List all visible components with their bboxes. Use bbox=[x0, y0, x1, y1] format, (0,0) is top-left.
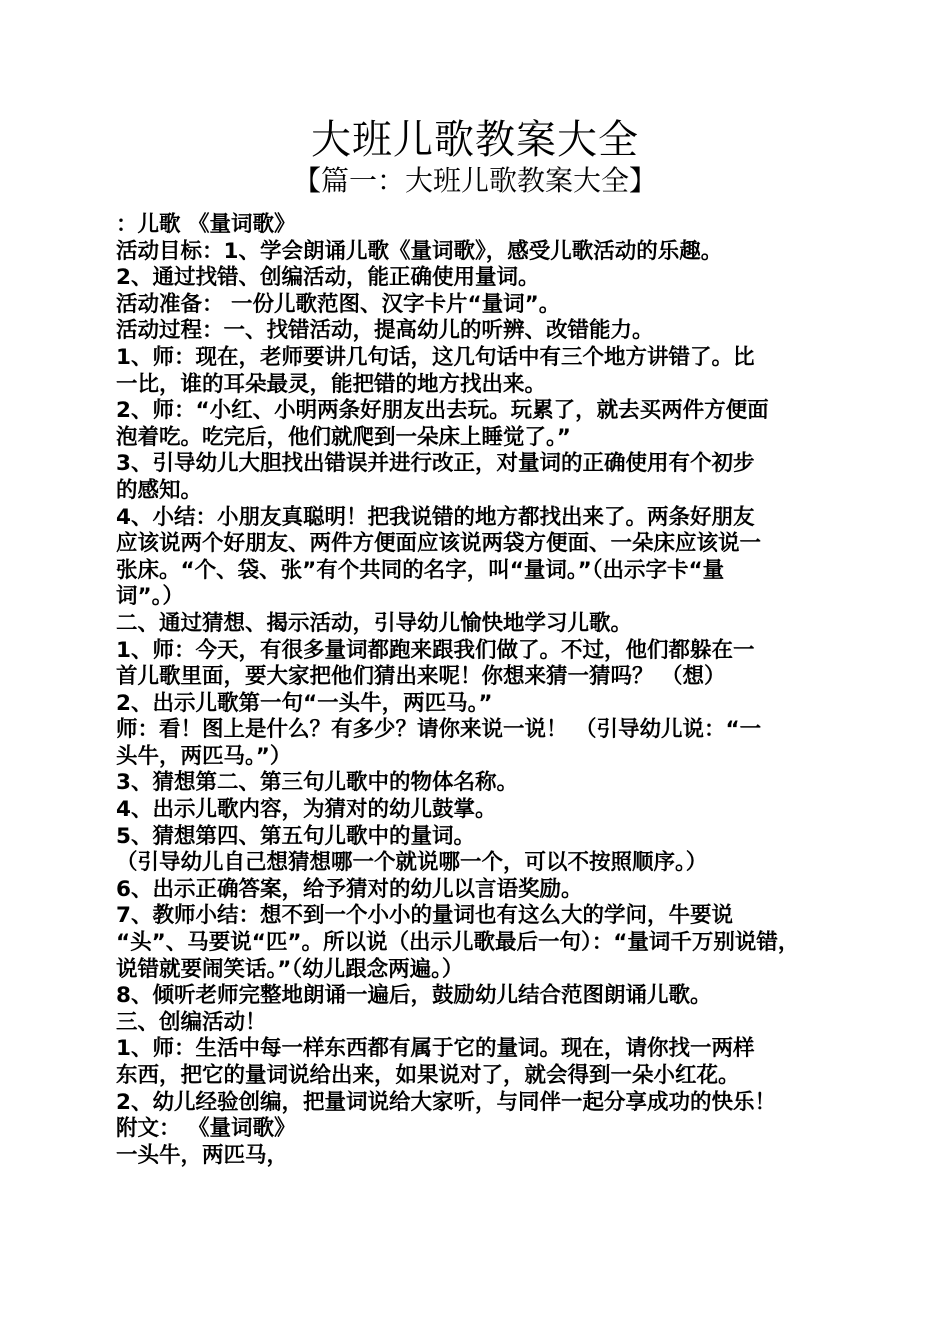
text-line: 8、倾听老师完整地朗诵一遍后，鼓励幼儿结合范图朗诵儿歌。 bbox=[116, 983, 712, 1009]
text-line: 首儿歌里面，要大家把他们猜出来呢！你想来猜一猜吗？ （想） bbox=[116, 664, 726, 690]
text-line: 说错就要闹笑话。”（幼儿跟念两遍。） bbox=[116, 956, 464, 982]
text-line: 活动目标：1、学会朗诵儿歌《量词歌》，感受儿歌活动的乐趣。 bbox=[116, 238, 723, 264]
document-subtitle: 【篇一：大班儿歌教案大全】 bbox=[292, 164, 657, 197]
text-line: 1、师：今天，有很多量词都跑来跟我们做了。不过，他们都躲在一 bbox=[116, 637, 755, 663]
text-line: “头”、马要说“匹”。所以说（出示儿歌最后一句）：“量词千万别说错， bbox=[116, 930, 800, 956]
text-line: 3、猜想第二、第三句儿歌中的物体名称。 bbox=[116, 770, 518, 796]
text-line: 2、幼儿经验创编，把量词说给大家听，与同伴一起分享成功的快乐！ bbox=[116, 1089, 776, 1115]
text-line: 活动准备： 一份儿歌范图、汉字卡片“量词”。 bbox=[116, 291, 561, 317]
text-line: 4、出示儿歌内容，为猜对的幼儿鼓掌。 bbox=[116, 797, 497, 823]
text-line: 一头牛，两匹马， bbox=[116, 1142, 289, 1168]
text-line: 1、师：现在，老师要讲几句话，这几句话中有三个地方讲错了。比 bbox=[116, 344, 755, 370]
text-line: 头牛，两匹马。”） bbox=[116, 743, 292, 769]
text-line: 1、师：生活中每一样东西都有属于它的量词。现在，请你找一两样 bbox=[116, 1036, 755, 1062]
text-line: 5、猜想第四、第五句儿歌中的量词。 bbox=[116, 823, 475, 849]
text-line: 二、通过猜想、揭示活动，引导幼儿愉快地学习儿歌。 bbox=[116, 610, 633, 636]
text-line: 东西，把它的量词说给出来，如果说对了，就会得到一朵小红花。 bbox=[116, 1063, 740, 1088]
text-line: 活动过程：一、找错活动，提高幼儿的听辨、改错能力。 bbox=[116, 318, 654, 344]
document-title: 大班儿歌教案大全 bbox=[311, 117, 639, 163]
text-line: 2、通过找错、创编活动，能正确使用量词。 bbox=[116, 265, 540, 291]
text-line: 6、出示正确答案，给予猜对的幼儿以言语奖励。 bbox=[116, 876, 583, 902]
text-line: 泡着吃。吃完后，他们就爬到一朵床上睡觉了。” bbox=[116, 424, 571, 450]
text-line: 三、创编活动！ bbox=[116, 1009, 267, 1035]
text-line: 词”。） bbox=[116, 584, 184, 610]
text-line: 一比，谁的耳朵最灵，能把错的地方找出来。 bbox=[116, 371, 547, 397]
text-line: ：儿歌 《量词歌》 bbox=[116, 212, 296, 237]
text-line: 的感知。 bbox=[116, 477, 203, 503]
text-line: 3、引导幼儿大胆找出错误并进行改正，对量词的正确使用有个初步 bbox=[116, 451, 755, 477]
text-line: （引导幼儿自己想猜想哪一个就说哪一个，可以不按照顺序。） bbox=[116, 850, 708, 876]
text-line: 师：看！图上是什么？有多少？请你来说一说！ （引导幼儿说：“一 bbox=[116, 717, 762, 743]
text-line: 附文： 《量词歌》 bbox=[116, 1116, 296, 1142]
text-line: 4、小结：小朋友真聪明！把我说错的地方都找出来了。两条好朋友 bbox=[116, 504, 755, 530]
text-line: 7、教师小结：想不到一个小小的量词也有这么大的学问，牛要说 bbox=[116, 903, 733, 929]
text-line: 应该说两个好朋友、两件方便面应该说两袋方便面、一朵床应该说一 bbox=[116, 531, 762, 557]
document-body bbox=[116, 212, 838, 1169]
text-line: 2、出示儿歌第一句“一头牛，两匹马。” bbox=[116, 690, 493, 716]
text-line: 2、师：“小红、小明两条好朋友出去玩。玩累了，就去买两件方便面 bbox=[116, 398, 769, 424]
text-line: 张床。“个、袋、张”有个共同的名字，叫“量词。”（出示字卡“量 bbox=[116, 557, 725, 583]
